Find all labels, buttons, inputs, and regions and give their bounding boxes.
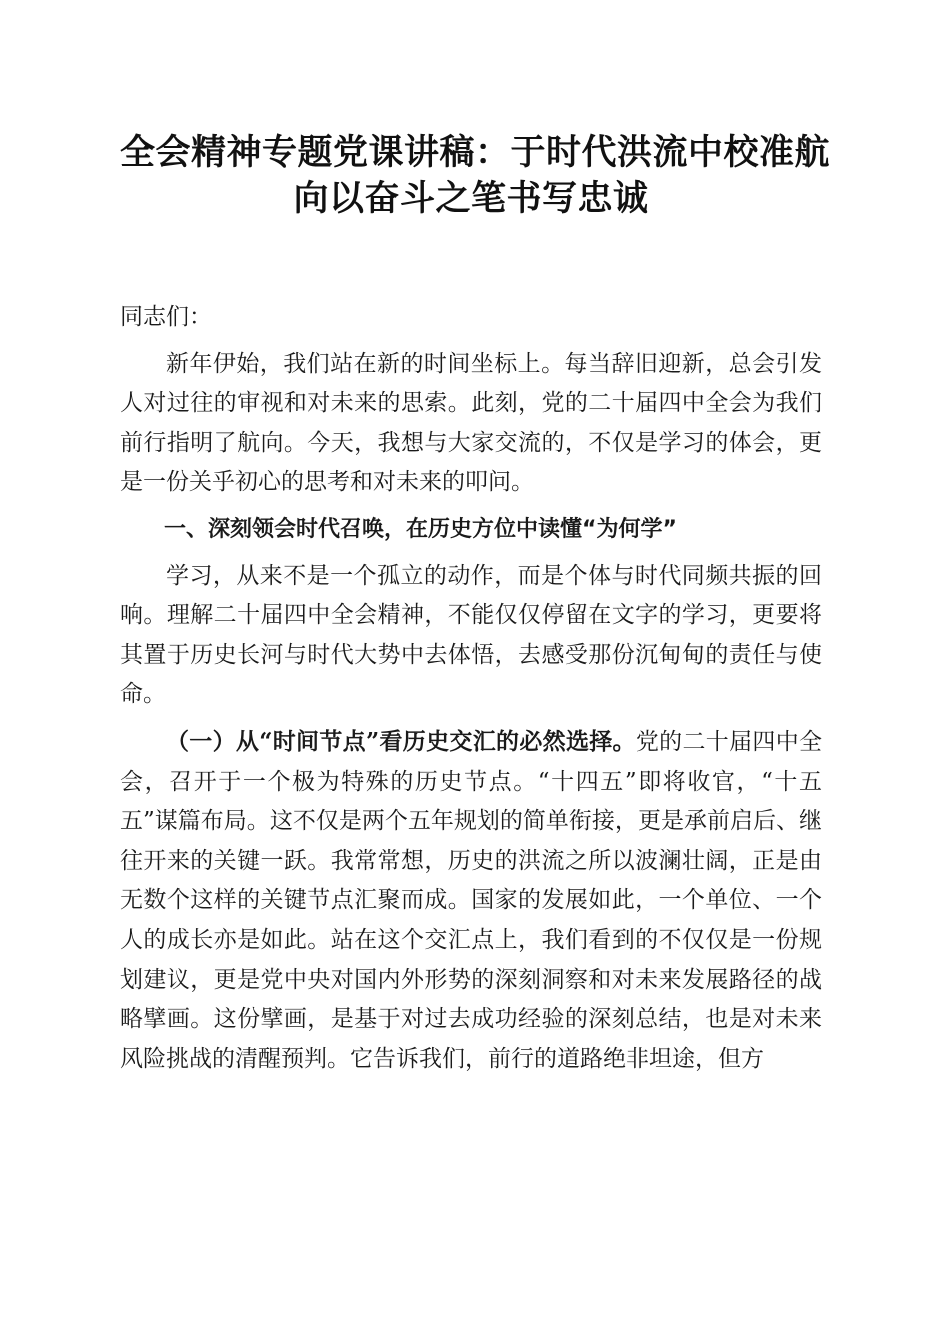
greeting: 同志们：: [120, 304, 212, 330]
paragraph-3: [120, 722, 822, 1079]
document-body: [120, 298, 822, 1079]
subheading-1: （一）从“时间节点”看历史交汇的必然选择。: [166, 727, 636, 755]
paragraph-3-text: 党的二十届四中全会，召开于一个极为特殊的历史节点。“十四五”即将收官，“十五五”谋篇布局。这不仅是两个五年规划的简单衔接，更是承前启后、继往开来的关键一跃。我常常想，历史的洪流之所以波澜壮阔，正是由无数个这样的关键节点汇聚而成。国家的发展如此，一个单位、一个人的成长亦是如此。站在这个交汇点上，我们看到的不仅仅是一份规划建议，更是党中央对国内外形势的深刻洞察和对未来发展路径的战略擘画。这份擘画，是基于对过去成功经验的深刻总结，也是对未来风险挑战的清醒预判。它告诉我们，前行的道路绝非坦途，但方: [120, 728, 822, 1072]
paragraph-2: 学习，从来不是一个孤立的动作，而是个体与时代同频共振的回响。理解二十届四中全会精神，不能仅仅停留在文字的学习，更要将其置于历史长河与时代大势中去体悟，去感受那份沉甸甸的责任与使命。: [120, 562, 822, 708]
section-heading-1: 一、深刻领会时代召唤，在历史方位中读懂“为何学”: [164, 516, 677, 542]
title-line-2: 向以奋斗之笔书写忠诚: [293, 178, 649, 219]
title-line-1: 全会精神专题党课讲稿：于时代洪流中校准航: [120, 132, 831, 173]
paragraph-1: 新年伊始，我们站在新的时间坐标上。每当辞旧迎新，总会引发人对过往的审视和对未来的思索。此刻，党的二十届四中全会为我们前行指明了航向。今天，我想与大家交流的，不仅是学习的体会，更是一份关乎初心的思考和对未来的叩问。: [120, 350, 822, 496]
document-page: [120, 130, 831, 1079]
document-title: [120, 130, 831, 222]
